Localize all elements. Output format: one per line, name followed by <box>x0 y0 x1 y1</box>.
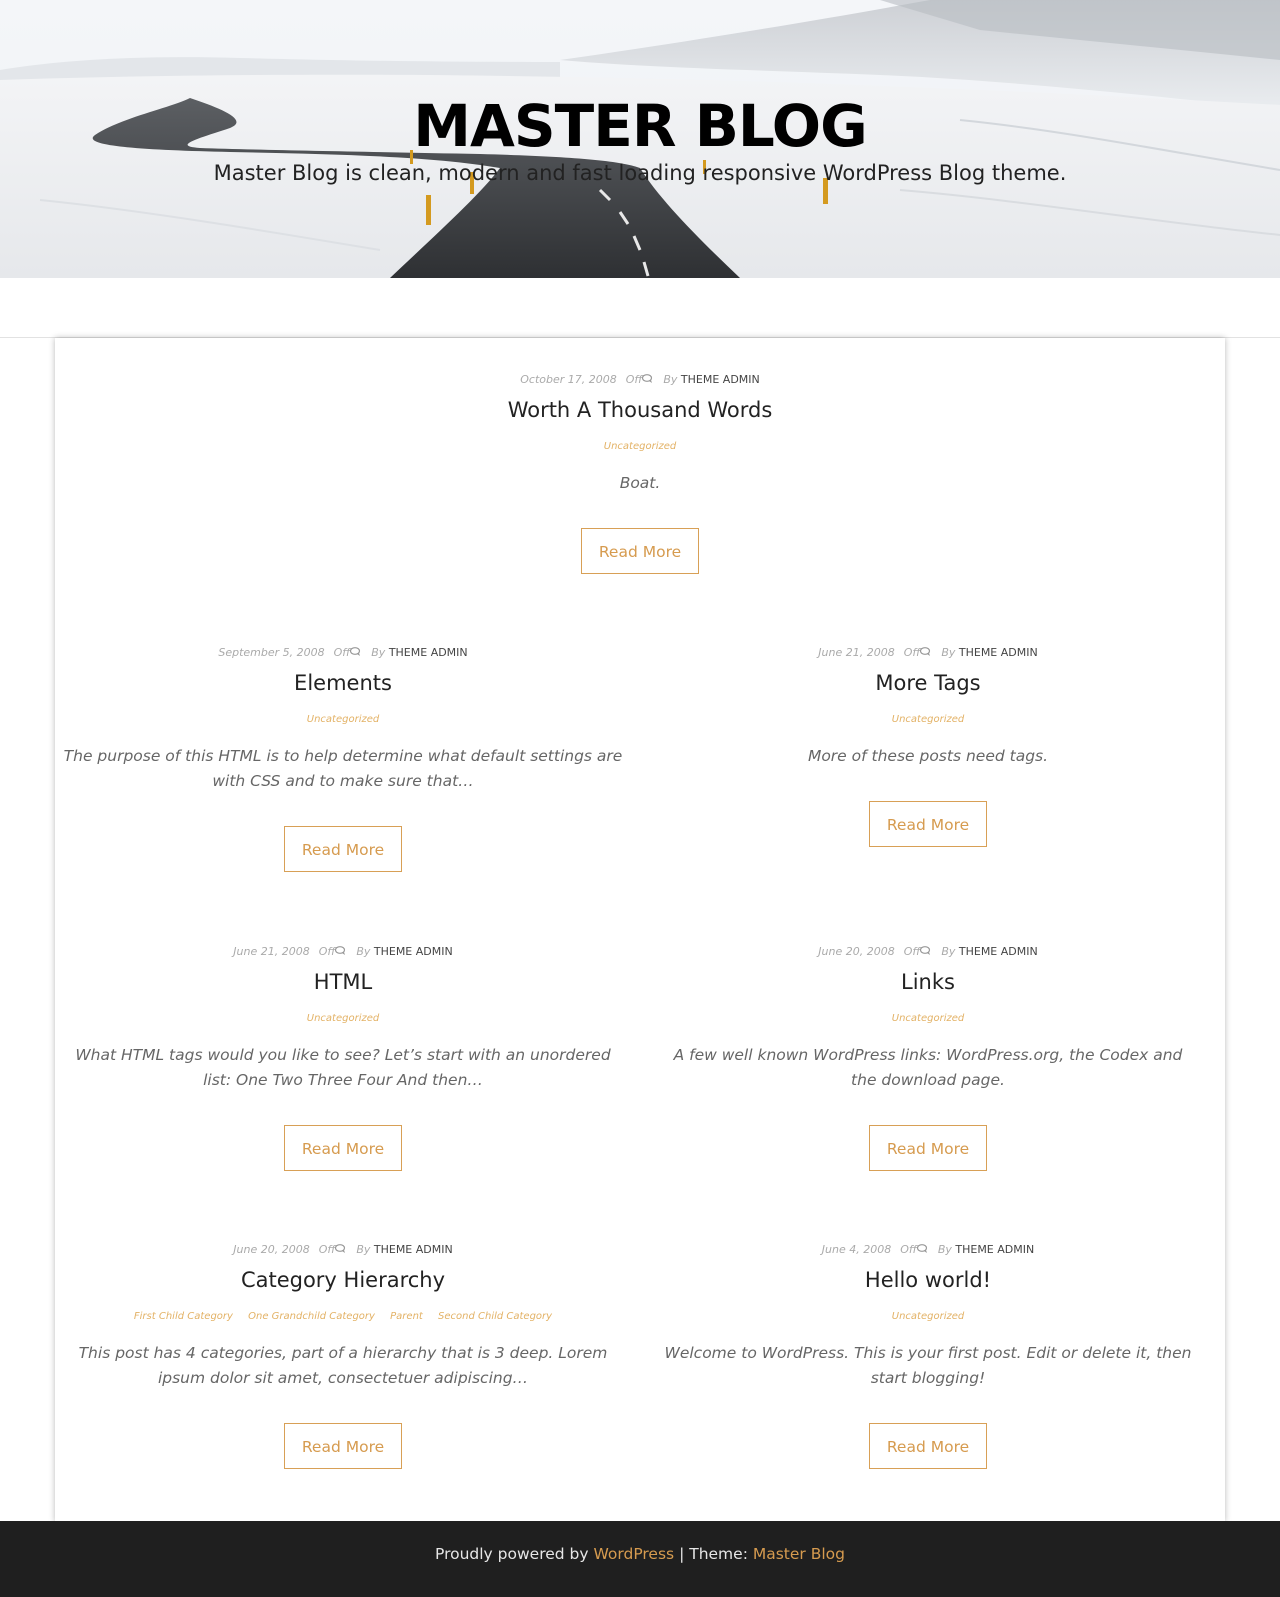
comment-icon <box>642 374 654 384</box>
post-comments: Off <box>625 373 643 386</box>
read-more-button[interactable]: Read More <box>869 1125 987 1171</box>
post-categories <box>648 1012 1208 1026</box>
category-link[interactable]: Uncategorized <box>891 1311 965 1322</box>
post-by-label: By <box>941 646 956 659</box>
post-by-label: By <box>941 945 956 958</box>
footer-theme-text: Theme: <box>689 1545 748 1563</box>
post-meta <box>63 944 623 960</box>
post-meta <box>55 372 1225 388</box>
post-categories <box>63 1310 623 1324</box>
footer-theme-link[interactable]: Master Blog <box>752 1545 845 1563</box>
post-hello-world <box>648 1242 1208 1469</box>
post-title[interactable]: More Tags <box>875 671 981 695</box>
post-meta <box>648 944 1208 960</box>
post-elements <box>63 645 623 872</box>
read-more-button[interactable]: Read More <box>581 528 699 574</box>
post-by-label: By <box>356 945 371 958</box>
post-author[interactable]: THEME ADMIN <box>373 945 453 958</box>
post-date[interactable]: June 20, 2008 <box>233 1243 310 1256</box>
footer-wordpress-link[interactable]: WordPress <box>593 1545 675 1563</box>
post-worth-a-thousand-words <box>55 372 1225 574</box>
post-by-label: By <box>356 1243 371 1256</box>
post-meta <box>648 645 1208 661</box>
post-author[interactable]: THEME ADMIN <box>373 1243 453 1256</box>
post-comments: Off <box>903 646 921 659</box>
post-html <box>63 944 623 1171</box>
post-categories <box>648 713 1208 727</box>
post-title[interactable]: HTML <box>313 970 373 994</box>
post-by-label: By <box>937 1243 952 1256</box>
footer-separator: | <box>679 1545 685 1563</box>
header-hero <box>0 0 1280 278</box>
comment-icon <box>350 647 362 657</box>
post-author[interactable]: THEME ADMIN <box>958 646 1038 659</box>
category-link[interactable]: Parent <box>390 1311 423 1322</box>
post-categories <box>63 713 623 727</box>
post-excerpt: The purpose of this HTML is to help determine what default settings are with CSS and to make sure that… <box>63 747 623 790</box>
comment-icon <box>335 1244 347 1254</box>
post-links <box>648 944 1208 1171</box>
post-title[interactable]: Worth A Thousand Words <box>507 398 773 422</box>
read-more-button[interactable]: Read More <box>284 1423 402 1469</box>
posts-container <box>55 338 1225 1522</box>
post-excerpt: Boat. <box>619 474 661 492</box>
post-meta <box>63 1242 623 1258</box>
category-link[interactable]: Uncategorized <box>306 1013 380 1024</box>
post-categories <box>55 440 1225 454</box>
post-excerpt: More of these posts need tags. <box>807 747 1049 765</box>
post-author[interactable]: THEME ADMIN <box>680 373 760 386</box>
read-more-button[interactable]: Read More <box>284 826 402 872</box>
read-more-button[interactable]: Read More <box>869 801 987 847</box>
post-by-label: By <box>663 373 678 386</box>
post-comments: Off <box>903 945 921 958</box>
category-link[interactable]: Uncategorized <box>603 441 677 452</box>
comment-icon <box>920 647 932 657</box>
post-meta <box>648 1242 1208 1258</box>
category-link[interactable]: First Child Category <box>133 1311 233 1322</box>
post-excerpt: What HTML tags would you like to see? Let’s start with an unordered list: One Two Three Four And then… <box>75 1046 611 1089</box>
category-link[interactable]: One Grandchild Category <box>248 1311 375 1322</box>
post-title[interactable]: Hello world! <box>864 1268 992 1292</box>
post-excerpt: Welcome to WordPress. This is your first post. Edit or delete it, then start blogging! <box>664 1344 1192 1387</box>
post-date[interactable]: September 5, 2008 <box>218 646 325 659</box>
post-date[interactable]: June 21, 2008 <box>818 646 895 659</box>
post-author[interactable]: THEME ADMIN <box>388 646 468 659</box>
post-more-tags <box>648 645 1208 847</box>
category-link[interactable]: Second Child Category <box>438 1311 553 1322</box>
site-title[interactable]: MASTER BLOG <box>413 92 867 160</box>
post-categories <box>63 1012 623 1026</box>
post-date[interactable]: June 20, 2008 <box>818 945 895 958</box>
post-categories <box>648 1310 1208 1324</box>
post-date[interactable]: June 4, 2008 <box>821 1243 892 1256</box>
post-title[interactable]: Elements <box>294 671 392 695</box>
comment-icon <box>920 946 932 956</box>
post-excerpt: A few well known WordPress links: WordPress.org, the Codex and the download page. <box>673 1046 1183 1089</box>
comment-icon <box>335 946 347 956</box>
post-comments: Off <box>318 945 336 958</box>
post-by-label: By <box>371 646 386 659</box>
read-more-button[interactable]: Read More <box>284 1125 402 1171</box>
post-comments: Off <box>900 1243 917 1256</box>
category-link[interactable]: Uncategorized <box>306 714 380 725</box>
post-category-hierarchy <box>63 1242 623 1469</box>
post-comments: Off <box>333 646 351 659</box>
site-description: Master Blog is clean, modern and fast loading responsive WordPress Blog theme. <box>213 161 1067 185</box>
comment-icon <box>917 1244 929 1254</box>
post-title[interactable]: Links <box>901 970 955 994</box>
footer-powered-text: Proudly powered by <box>435 1545 589 1563</box>
post-date[interactable]: October 17, 2008 <box>520 373 617 386</box>
post-date[interactable]: June 21, 2008 <box>233 945 310 958</box>
site-footer <box>0 1521 1280 1597</box>
post-title[interactable]: Category Hierarchy <box>240 1268 446 1292</box>
post-excerpt: This post has 4 categories, part of a hierarchy that is 3 deep. Lorem ipsum dolor sit amet, consectetuer adipiscing… <box>78 1344 608 1387</box>
post-author[interactable]: THEME ADMIN <box>958 945 1038 958</box>
category-link[interactable]: Uncategorized <box>891 1013 965 1024</box>
post-meta <box>63 645 623 661</box>
post-comments: Off <box>318 1243 336 1256</box>
read-more-button[interactable]: Read More <box>869 1423 987 1469</box>
category-link[interactable]: Uncategorized <box>891 714 965 725</box>
post-author[interactable]: THEME ADMIN <box>955 1243 1035 1256</box>
